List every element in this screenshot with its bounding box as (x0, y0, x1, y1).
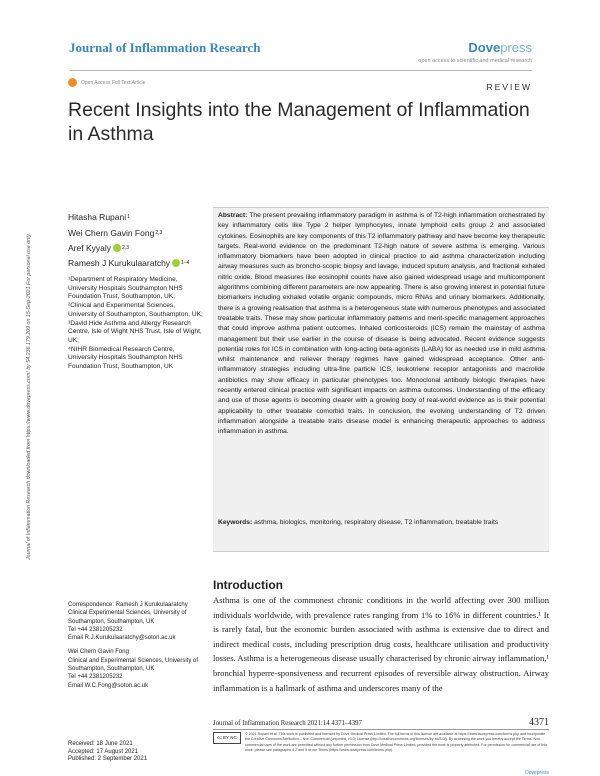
affiliation-1: ¹Department of Respiratory Medicine, University Hospitals Southampton NHS Foundation Trust, Southampton, UK; (68, 276, 183, 301)
header-rule (69, 70, 532, 71)
author-name: Wei Chern Gavin Fong (68, 228, 155, 238)
author-3[interactable] (68, 243, 129, 253)
correspondence-line: Tel +44 2381205232 (68, 674, 123, 681)
journal-name: Journal of Inflammation Research (69, 40, 261, 55)
affiliation-2: ²Clinical and Experimental Sciences, University of Southampton, Southampton, UK; ³David Hide Asthma and Allergy Research Centre, Isle of Wight NHS Trust, Isle of Wight, UK; (68, 302, 203, 344)
affiliation-3: ⁴NIHR Biomedical Research Centre, University Hospitals Southampton NHS Foundation Trust, Southampton, UK (68, 345, 183, 371)
abstract-label: Abstract: (218, 212, 248, 219)
publication-dates (68, 741, 147, 764)
correspondence-email[interactable]: Email R.J.Kurukulaaratchy@soton.ac.uk (68, 635, 176, 642)
author-name: Aref Kyyaly (68, 243, 111, 253)
author-1[interactable] (68, 212, 130, 222)
footer-rule (213, 729, 549, 730)
keywords-label: Keywords: (218, 519, 253, 526)
author-affil-sup: 2,3 (155, 230, 163, 236)
date-received: Received: 18 June 2021 (68, 741, 133, 747)
open-access-icon (68, 78, 77, 87)
correspondence-line: Clinical Experimental Sciences, University of Southampton, Southampton, UK (68, 610, 187, 625)
abstract-body: The present prevailing inflammatory paradigm in asthma is of T2-high inflammation orchestrated by key inflammatory cells like Type 2 helper lymphocytes, innate lymphoid cells group 2 and associated cytokines. Eosinophils are key components of this T2 inflammatory pathway and have become key therapeutic targets. Real-world evidence on the predominant T2-high nature of severe asthma is emerging. Various inflammatory biomarkers have been adopted in clinical practice to aid asthma characterization including airway measures such as broncho-scopic biopsy and lavage, induced sputum analysis, and fractional exhaled nitric oxide. Blood measures like eosinophil counts have also gained widespread usage and multicomponent algorithms combining different parameters are now appearing. There is also growing interest in potential future biomarkers including exhaled volatile organic compounds, micro RNAs and urinary biomarkers. Additionally, there is a growing realisation that asthma is a heterogeneous state with numerous phenotypes and associated treatable traits. These may show particular inflammatory patterns and merit-specific management approaches that could improve asthma patient outcomes. Inhaled corticosteroids (ICS) remain the mainstay of asthma management but their use earlier in the course of disease is being advocated. Recent evidence suggests potential roles for ICS in combination with long-acting beta-agonists (LABA) for as needed use in mild asthma whilst maintenance and reliever therapy regimes have gained widespread acceptance. Other anti-inflammatory strategies including ultra-fine particle ICS, leukotriene receptor antagonists and macrolide antibiotics may show efficacy in particular phenotypes too. Monoclonal antibody biologic therapies have recently entered clinical practice with significant impacts on asthma outcomes. Understanding of the efficacy and use of those agents is becoming clearer with a growing body of real-world evidence as is their potential applicability to other treatable comorbid traits. In conclusion, the evolving understanding of T2 driven inflammation alongside a treatable traits disease model is enhancing therapeutic approaches to address inflammation in asthma. (218, 212, 545, 436)
author-4[interactable] (68, 258, 189, 268)
keywords-body: asthma, biologics, monitoring, respiratory disease, T2 inflammation, treatable traits (254, 519, 499, 526)
introduction-text: Asthma is one of the commonest chronic conditions in the world affecting over 300 million individuals worldwide, with prevalence rates ranging from 1% to 16% in different countries.¹ It is rarely fatal, but the economic burden associated with asthma is extensive due to direct and indirect medical costs, including prescription drug costs, healthcare utilisation and productivity losses. Asthma is a heterogeneous disease usually characterised by chronic airway inflammation,¹ bronchial hyperre-sponsiveness and recurrent episodes of reversible airway obstruction. Airway inflammation is a hallmark of asthma and underscores many of the (213, 595, 549, 693)
affiliations (68, 276, 204, 372)
article-title: Recent Insights into the Management of Inflammation in Asthma (68, 99, 530, 145)
correspondence-line: Tel +44 2381205232 (68, 626, 123, 633)
date-published: Published: 2 September 2021 (68, 756, 148, 763)
open-access-label: Open Access Full Text Article (81, 79, 146, 86)
author-name: Hitasha Rupani (68, 212, 127, 222)
open-access-row (68, 78, 145, 87)
keywords (218, 518, 545, 528)
article-type: REVIEW (486, 82, 532, 92)
publisher-logo-suffix: press (500, 40, 532, 55)
author-affil-sup: 1 (127, 214, 130, 220)
correspondence-line: Wei Chern Gavin Fong (68, 649, 129, 656)
footer-citation: Journal of Inflammation Research 2021:14 4371–4397 (213, 720, 362, 727)
page-number: 4371 (529, 717, 549, 728)
author-name: Ramesh J Kurukulaaratchy (68, 258, 171, 268)
orcid-icon[interactable] (172, 259, 180, 267)
correspondence-line: Correspondence: Ramesh J Kurukulaaratchy (68, 602, 188, 608)
date-accepted: Accepted: 17 August 2021 (68, 748, 139, 755)
correspondence-email[interactable]: Email W.C.Fong@soton.ac.uk (68, 682, 149, 689)
correspondence-line: Clinical and Experimental Sciences, University of Southampton, Southampton, UK (68, 657, 199, 673)
footer-publisher-logo[interactable]: Dovepress (525, 770, 549, 776)
license-box (213, 732, 549, 753)
publisher-logo-main: Dove (468, 40, 501, 55)
introduction-heading: Introduction (213, 578, 283, 592)
author-affil-sup: 2,3 (122, 245, 129, 251)
download-side-note-text: Journal of Inflammation Research downloaded from https://www.dovepress.com/ by 54.236.179.209 on 15-Sep-2021 For personal use only. (26, 232, 32, 560)
orcid-icon[interactable] (113, 244, 121, 252)
correspondence (68, 601, 208, 690)
author-2[interactable] (68, 228, 162, 238)
author-affil-sup: 1–4 (181, 260, 190, 266)
download-side-note (20, 140, 34, 560)
publisher-logo[interactable] (468, 40, 532, 55)
publisher-tagline: open access to scientific and medical research (418, 58, 532, 64)
abstract (218, 211, 545, 438)
license-text: © 2021 Rupani et al. This work is published and licensed by Dove Medical Press Limited. The full terms of this license are available at https://www.dovepress.com/terms.php and incorporate the Creative Commons Attribution – Non Commercial (unported, v3.0) License (http://creativecommons.org/licenses/by-nc/3.0/). By accessing the work you hereby accept the Terms. Non-commercial uses of the work are permitted without any further permission from Dove Medical Press Limited, provided the work is properly attributed. For permission for commercial use of this work, please see paragraphs 4.2 and 5 of our Terms (https://www.dovepress.com/terms.php). (245, 732, 547, 752)
cc-license-icon[interactable]: cc BY NC (213, 732, 241, 744)
